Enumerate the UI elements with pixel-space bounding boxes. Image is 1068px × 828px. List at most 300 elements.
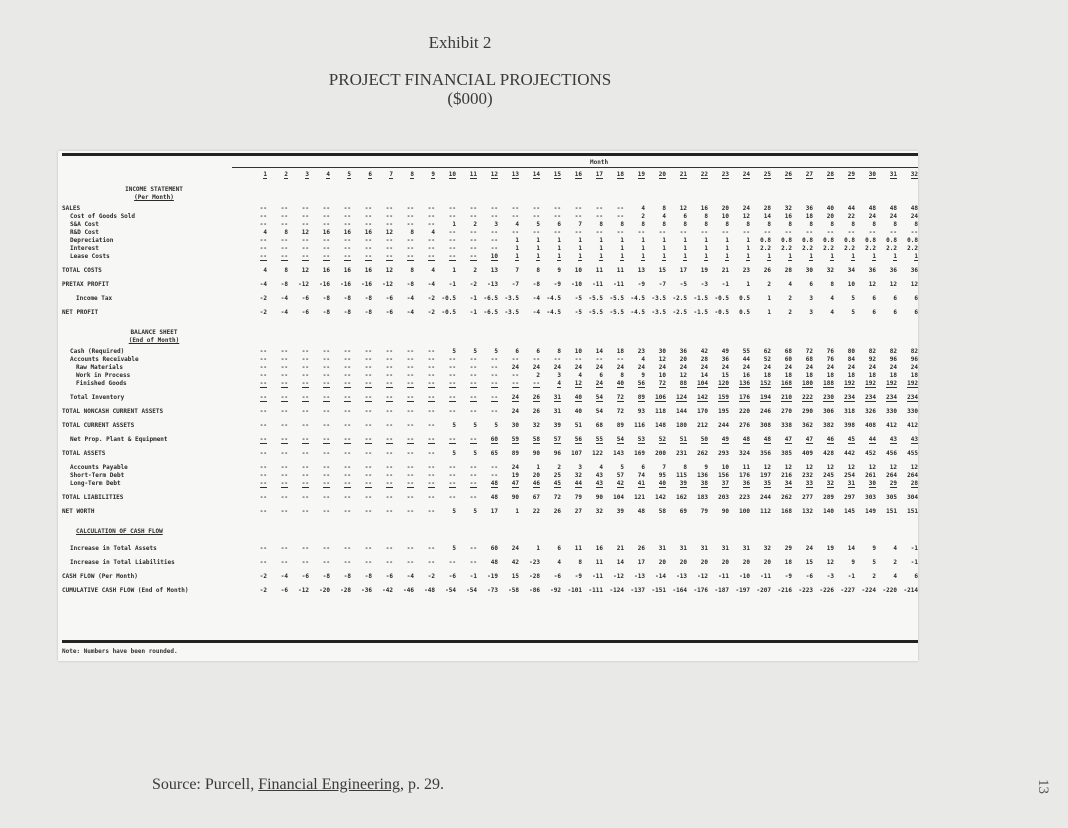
table-cell <box>876 364 897 372</box>
cell-value: 1 <box>725 237 729 244</box>
cell-value: -- <box>364 253 372 260</box>
table-cell <box>582 253 603 261</box>
cell-value: -- <box>280 380 288 387</box>
table-cell <box>519 229 540 237</box>
cell-value: -- <box>553 205 561 212</box>
table-cell <box>351 309 372 317</box>
cell-value: -2 <box>259 573 267 580</box>
cell-value: 38 <box>700 480 708 487</box>
cell-value: -5 <box>679 281 687 288</box>
month-number-text: 19 <box>637 171 645 178</box>
table-cell <box>477 480 498 488</box>
table-cell <box>330 573 351 581</box>
cell-value: 24 <box>868 364 876 371</box>
table-cell <box>750 253 771 261</box>
cell-value: -1 <box>847 573 855 580</box>
cell-value: -- <box>490 380 498 387</box>
cell-value: -- <box>301 348 309 355</box>
table-cell <box>603 559 624 567</box>
table-cell <box>687 380 708 388</box>
cell-value: 456 <box>886 450 897 457</box>
cell-value: -- <box>322 356 330 363</box>
cell-value: -- <box>469 480 477 487</box>
row-label: Work in Process <box>76 372 131 379</box>
cell-value: -- <box>427 464 435 471</box>
cell-value: 26 <box>637 545 645 552</box>
cell-value: -- <box>742 229 750 236</box>
cell-value: -0.5 <box>714 309 729 316</box>
table-cell <box>351 364 372 372</box>
cell-value: 72 <box>616 408 624 415</box>
cell-value: -- <box>448 559 456 566</box>
table-cell <box>351 545 372 553</box>
table-cell <box>540 380 561 388</box>
cell-value: -86 <box>529 587 540 594</box>
cell-value: -164 <box>672 587 687 594</box>
table-cell <box>498 472 519 480</box>
table-cell <box>582 450 603 458</box>
table-cell <box>582 237 603 245</box>
month-number <box>309 170 330 180</box>
table-cell <box>351 372 372 380</box>
cell-value: -- <box>259 494 267 501</box>
cell-value: -- <box>448 436 456 443</box>
table-cell <box>288 436 309 444</box>
table-cell <box>498 295 519 303</box>
cell-value: -- <box>385 559 393 566</box>
cell-value: 4 <box>893 545 897 552</box>
table-cell <box>813 494 834 502</box>
table-cell <box>771 450 792 458</box>
table-cell <box>372 281 393 289</box>
table-cell <box>750 573 771 581</box>
cell-value: -0.5 <box>714 295 729 302</box>
table-cell <box>645 229 666 237</box>
cell-value: -- <box>259 464 267 471</box>
cell-value: -- <box>406 508 414 515</box>
table-cell <box>855 559 876 567</box>
table-cell <box>834 237 855 245</box>
cell-value: -- <box>322 221 330 228</box>
cell-value: 76 <box>826 356 834 363</box>
table-cell <box>435 237 456 245</box>
table-cell <box>477 436 498 444</box>
table-cell <box>876 309 897 317</box>
table-cell <box>540 245 561 253</box>
table-cell <box>645 508 666 516</box>
cell-value: -13 <box>487 281 498 288</box>
table-cell <box>834 221 855 229</box>
table-cell <box>834 309 855 317</box>
cell-value: 142 <box>655 494 666 501</box>
month-number <box>708 170 729 180</box>
table-cell <box>372 295 393 303</box>
cell-value: 12 <box>385 267 393 274</box>
cell-value: -58 <box>508 587 519 594</box>
cell-value: 6 <box>536 348 540 355</box>
cell-value: -7 <box>658 281 666 288</box>
cell-value: -- <box>469 559 477 566</box>
cell-value: 1 <box>620 245 624 252</box>
table-cell <box>393 587 414 595</box>
table-cell <box>603 394 624 402</box>
cell-value: 24 <box>910 364 918 371</box>
cell-value: -1 <box>910 559 918 566</box>
table-cell <box>603 213 624 221</box>
table-cell <box>477 213 498 221</box>
cell-value: -- <box>574 229 582 236</box>
table-cell <box>372 559 393 567</box>
cell-value: -- <box>280 480 288 487</box>
table-cell <box>540 472 561 480</box>
cell-value: 121 <box>634 494 645 501</box>
cell-value: 5 <box>851 309 855 316</box>
cell-value: -- <box>301 480 309 487</box>
table-cell <box>687 253 708 261</box>
table-cell <box>666 422 687 430</box>
cell-value: 246 <box>760 408 771 415</box>
cell-value: 55 <box>742 348 750 355</box>
table-cell <box>792 394 813 402</box>
table-cell <box>246 472 267 480</box>
table-cell <box>855 229 876 237</box>
cell-value: 56 <box>574 436 582 443</box>
table-cell <box>876 559 897 567</box>
table-cell <box>771 422 792 430</box>
cell-value: 136 <box>697 472 708 479</box>
table-cell <box>288 480 309 488</box>
cell-value: 2 <box>788 295 792 302</box>
cell-value: 16 <box>364 267 372 274</box>
section-subtitle: (Per Month) <box>134 194 174 201</box>
cell-value: 23 <box>637 348 645 355</box>
table-cell <box>267 364 288 372</box>
cell-value: -- <box>343 380 351 387</box>
table-cell <box>435 281 456 289</box>
cell-value: -- <box>259 508 267 515</box>
table-cell <box>771 205 792 213</box>
cell-value: -- <box>343 464 351 471</box>
table-cell <box>393 281 414 289</box>
table-cell <box>771 237 792 245</box>
cell-value: -- <box>448 364 456 371</box>
cell-value: -- <box>490 464 498 471</box>
table-cell <box>309 253 330 261</box>
table-cell <box>456 229 477 237</box>
cell-value: 230 <box>823 394 834 401</box>
cell-value: 8 <box>683 464 687 471</box>
cell-value: -- <box>406 480 414 487</box>
month-number-text: 8 <box>410 171 414 178</box>
table-cell <box>729 364 750 372</box>
cell-value: -- <box>280 372 288 379</box>
table-cell <box>750 267 771 275</box>
table-cell <box>897 295 918 303</box>
table-cell <box>561 253 582 261</box>
cell-value: 6 <box>914 573 918 580</box>
table-cell <box>540 221 561 229</box>
cell-value: 2 <box>536 372 540 379</box>
table-cell <box>498 364 519 372</box>
table-cell <box>540 508 561 516</box>
cell-value: -- <box>301 450 309 457</box>
table-cell <box>666 394 687 402</box>
cell-value: -- <box>301 545 309 552</box>
table-cell <box>645 253 666 261</box>
cell-value: 106 <box>655 394 666 401</box>
cell-value: 8 <box>557 348 561 355</box>
cell-value: 231 <box>676 450 687 457</box>
table-cell <box>309 221 330 229</box>
cell-value: 1 <box>452 221 456 228</box>
cell-value: 122 <box>592 450 603 457</box>
cell-value: -216 <box>777 587 792 594</box>
table-cell <box>456 213 477 221</box>
table-cell <box>540 295 561 303</box>
cell-value: -- <box>322 464 330 471</box>
cell-value: -- <box>259 408 267 415</box>
table-cell <box>288 281 309 289</box>
cell-value: 72 <box>805 348 813 355</box>
cell-value: -4 <box>259 281 267 288</box>
cell-value: -- <box>385 221 393 228</box>
cell-value: -- <box>343 508 351 515</box>
cell-value: 0.8 <box>760 237 771 244</box>
table-cell <box>897 573 918 581</box>
month-number-text: 28 <box>826 171 834 178</box>
cell-value: 140 <box>823 508 834 515</box>
cell-value: 176 <box>739 394 750 401</box>
table-cell <box>246 205 267 213</box>
row-label: Accounts Payable <box>70 464 128 471</box>
table-cell <box>372 545 393 553</box>
row-label: TOTAL LIABILITIES <box>62 494 124 501</box>
cell-value: 60 <box>490 545 498 552</box>
cell-value: -- <box>427 213 435 220</box>
table-cell <box>645 205 666 213</box>
table-cell <box>708 450 729 458</box>
table-cell <box>750 372 771 380</box>
cell-value: 48 <box>490 559 498 566</box>
cell-value: 1 <box>578 253 582 260</box>
cell-value: -- <box>553 213 561 220</box>
cell-value: 306 <box>823 408 834 415</box>
table-cell <box>855 408 876 416</box>
cell-value: 82 <box>889 348 897 355</box>
table-cell <box>246 508 267 516</box>
table-cell <box>897 309 918 317</box>
cell-value: -8 <box>364 573 372 580</box>
cell-value: -- <box>511 213 519 220</box>
cell-value: -1 <box>469 573 477 580</box>
cell-value: 136 <box>739 380 750 387</box>
cell-value: 8 <box>830 281 834 288</box>
cell-value: -187 <box>714 587 729 594</box>
table-cell <box>582 372 603 380</box>
table-cell <box>309 480 330 488</box>
table-cell <box>540 422 561 430</box>
table-cell <box>435 253 456 261</box>
table-cell <box>834 356 855 364</box>
table-cell <box>582 545 603 553</box>
cell-value: 8 <box>872 221 876 228</box>
table-cell <box>771 545 792 553</box>
table-cell <box>855 464 876 472</box>
table-row <box>62 408 918 416</box>
cell-value: -14 <box>655 573 666 580</box>
cell-value: -- <box>490 394 498 401</box>
cell-value: -- <box>259 422 267 429</box>
cell-value: 1 <box>641 253 645 260</box>
table-cell <box>792 245 813 253</box>
table-cell <box>435 508 456 516</box>
cell-value: -11 <box>592 281 603 288</box>
table-cell <box>435 221 456 229</box>
cell-value: -- <box>280 245 288 252</box>
cell-value: 168 <box>781 508 792 515</box>
cell-value: 5 <box>452 508 456 515</box>
cell-value: -- <box>259 380 267 387</box>
cell-value: -- <box>301 380 309 387</box>
table-cell <box>330 356 351 364</box>
table-cell <box>519 295 540 303</box>
table-cell <box>309 356 330 364</box>
table-cell <box>267 372 288 380</box>
cell-value: -- <box>280 450 288 457</box>
cell-value: 76 <box>826 348 834 355</box>
cell-value: -8 <box>322 573 330 580</box>
cell-value: -- <box>469 436 477 443</box>
table-cell <box>771 221 792 229</box>
cell-value: -227 <box>840 587 855 594</box>
table-cell <box>729 245 750 253</box>
month-number <box>540 170 561 180</box>
table-cell <box>855 205 876 213</box>
cell-value: -2 <box>259 309 267 316</box>
table-cell <box>729 253 750 261</box>
cell-value: -- <box>259 245 267 252</box>
cell-value: -- <box>259 356 267 363</box>
table-cell <box>288 205 309 213</box>
month-number <box>561 170 582 180</box>
row-label: TOTAL ASSETS <box>62 450 106 457</box>
cell-value: 180 <box>802 380 813 387</box>
table-cell <box>372 573 393 581</box>
cell-value: -- <box>385 494 393 501</box>
cell-value: 220 <box>739 408 750 415</box>
table-cell <box>876 267 897 275</box>
table-cell <box>624 372 645 380</box>
table-cell <box>435 587 456 595</box>
cell-value: -- <box>385 480 393 487</box>
cell-value: -- <box>385 205 393 212</box>
table-cell <box>456 309 477 317</box>
table-row <box>62 450 918 458</box>
cell-value: 80 <box>847 348 855 355</box>
table-cell <box>813 309 834 317</box>
cell-value: -- <box>280 559 288 566</box>
cell-value: -- <box>469 464 477 471</box>
table-cell <box>813 237 834 245</box>
table-cell <box>561 281 582 289</box>
table-cell <box>498 245 519 253</box>
table-cell <box>372 436 393 444</box>
cell-value: -- <box>280 364 288 371</box>
cell-value: 5 <box>452 422 456 429</box>
cell-value: 234 <box>844 394 855 401</box>
table-cell <box>330 245 351 253</box>
table-cell <box>708 559 729 567</box>
table-cell <box>603 237 624 245</box>
table-cell <box>855 237 876 245</box>
cell-value: -- <box>322 450 330 457</box>
cell-value: -- <box>889 229 897 236</box>
cell-value: 8 <box>830 221 834 228</box>
cell-value: 1 <box>872 253 876 260</box>
cell-value: 31 <box>742 545 750 552</box>
table-cell <box>309 494 330 502</box>
cell-value: -42 <box>382 587 393 594</box>
cell-value: 5 <box>452 545 456 552</box>
table-cell <box>897 472 918 480</box>
table-cell <box>792 348 813 356</box>
source-citation <box>152 776 444 794</box>
cell-value: -- <box>322 380 330 387</box>
table-cell <box>729 494 750 502</box>
table-cell <box>540 237 561 245</box>
table-cell <box>309 380 330 388</box>
cell-value: -- <box>427 245 435 252</box>
table-cell <box>246 380 267 388</box>
table-cell <box>813 372 834 380</box>
table-cell <box>771 213 792 221</box>
table-cell <box>897 450 918 458</box>
cell-value: 31 <box>679 545 687 552</box>
cell-value: -- <box>322 237 330 244</box>
table-cell <box>624 436 645 444</box>
cell-value: -36 <box>361 587 372 594</box>
cell-value: 234 <box>865 394 876 401</box>
table-cell <box>813 213 834 221</box>
table-cell <box>456 267 477 275</box>
table-cell <box>540 450 561 458</box>
table-cell <box>897 587 918 595</box>
table-cell <box>813 229 834 237</box>
table-cell <box>456 237 477 245</box>
table-cell <box>414 309 435 317</box>
cell-value: -- <box>406 408 414 415</box>
table-cell <box>351 408 372 416</box>
table-cell <box>351 356 372 364</box>
table-cell <box>540 394 561 402</box>
cell-value: -- <box>427 408 435 415</box>
cell-value: -8 <box>343 295 351 302</box>
table-cell <box>624 253 645 261</box>
cell-value: -- <box>784 229 792 236</box>
month-number-text: 3 <box>305 171 309 178</box>
table-cell <box>834 450 855 458</box>
cell-value: 28 <box>784 267 792 274</box>
table-cell <box>582 380 603 388</box>
month-number-text: 16 <box>574 171 582 178</box>
cell-value: 18 <box>826 372 834 379</box>
row-label: Accounts Receivable <box>70 356 139 363</box>
cell-value: -10 <box>571 281 582 288</box>
table-cell <box>876 422 897 430</box>
table-cell <box>267 213 288 221</box>
table-cell <box>414 494 435 502</box>
cell-value: 36 <box>721 356 729 363</box>
